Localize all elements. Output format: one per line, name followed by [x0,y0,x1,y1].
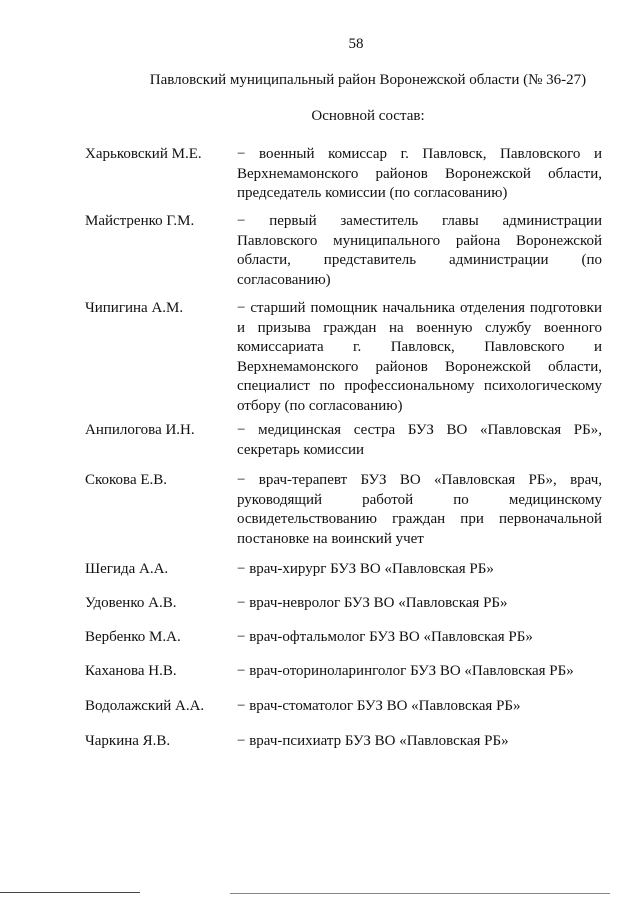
member-role: − медицинская сестра БУЗ ВО «Павловская РБ», секретарь комиссии [237,422,602,458]
document-subtitle: Основной состав: [311,108,425,124]
member-name: Чипигина А.М. [85,300,184,316]
member-name: Анпилогова И.Н. [85,422,195,438]
member-role: − врач-психиатр БУЗ ВО «Павловская РБ» [237,733,509,749]
member-role: − военный комиссар г. Павловск, Павловского и Верхнемамонского районов Воронежской области, председатель комиссии (по согласованию) [237,146,602,201]
member-role: − врач-стоматолог БУЗ ВО «Павловская РБ» [237,698,521,714]
member-name: Водолажский А.А. [85,698,205,714]
member-name: Харьковский М.Е. [85,146,202,162]
member-role: − первый заместитель главы администрации Павловского муниципального района Воронежской области, представитель администрации (по согласованию) [237,213,602,288]
member-name: Скокова Е.В. [85,472,168,488]
member-role: − врач-хирург БУЗ ВО «Павловская РБ» [237,561,494,577]
member-name: Майстренко Г.М. [85,213,195,229]
scan-edge-line [0,892,140,893]
member-name: Удовенко А.В. [85,595,177,611]
member-name: Вербенко М.А. [85,629,181,645]
member-name: Шегида А.А. [85,561,169,577]
member-name: Чаркина Я.В. [85,733,171,749]
member-role: − врач-офтальмолог БУЗ ВО «Павловская РБ» [237,629,533,645]
member-role: − врач-невролог БУЗ ВО «Павловская РБ» [237,595,508,611]
member-name: Каханова Н.В. [85,663,177,679]
member-role: − старший помощник начальника отделения подготовки и призыва граждан на военную службу военного комиссариата г. Павловск, Павловского и Верхнемамонского районов Воронежской области, специалист по профессиональному психологическому отбору (по согласованию) [237,300,602,414]
scan-edge-line [230,893,610,894]
member-role: − врач-терапевт БУЗ ВО «Павловская РБ», врач, руководящий работой по медицинскому освидетельствованию граждан при первоначальной постановке на воинский учет [237,472,602,547]
member-role: − врач-оториноларинголог БУЗ ВО «Павловская РБ» [237,663,574,679]
document-title: Павловский муниципальный район Воронежской области (№ 36-27) [149,72,587,88]
page-number: 58 [348,36,364,52]
